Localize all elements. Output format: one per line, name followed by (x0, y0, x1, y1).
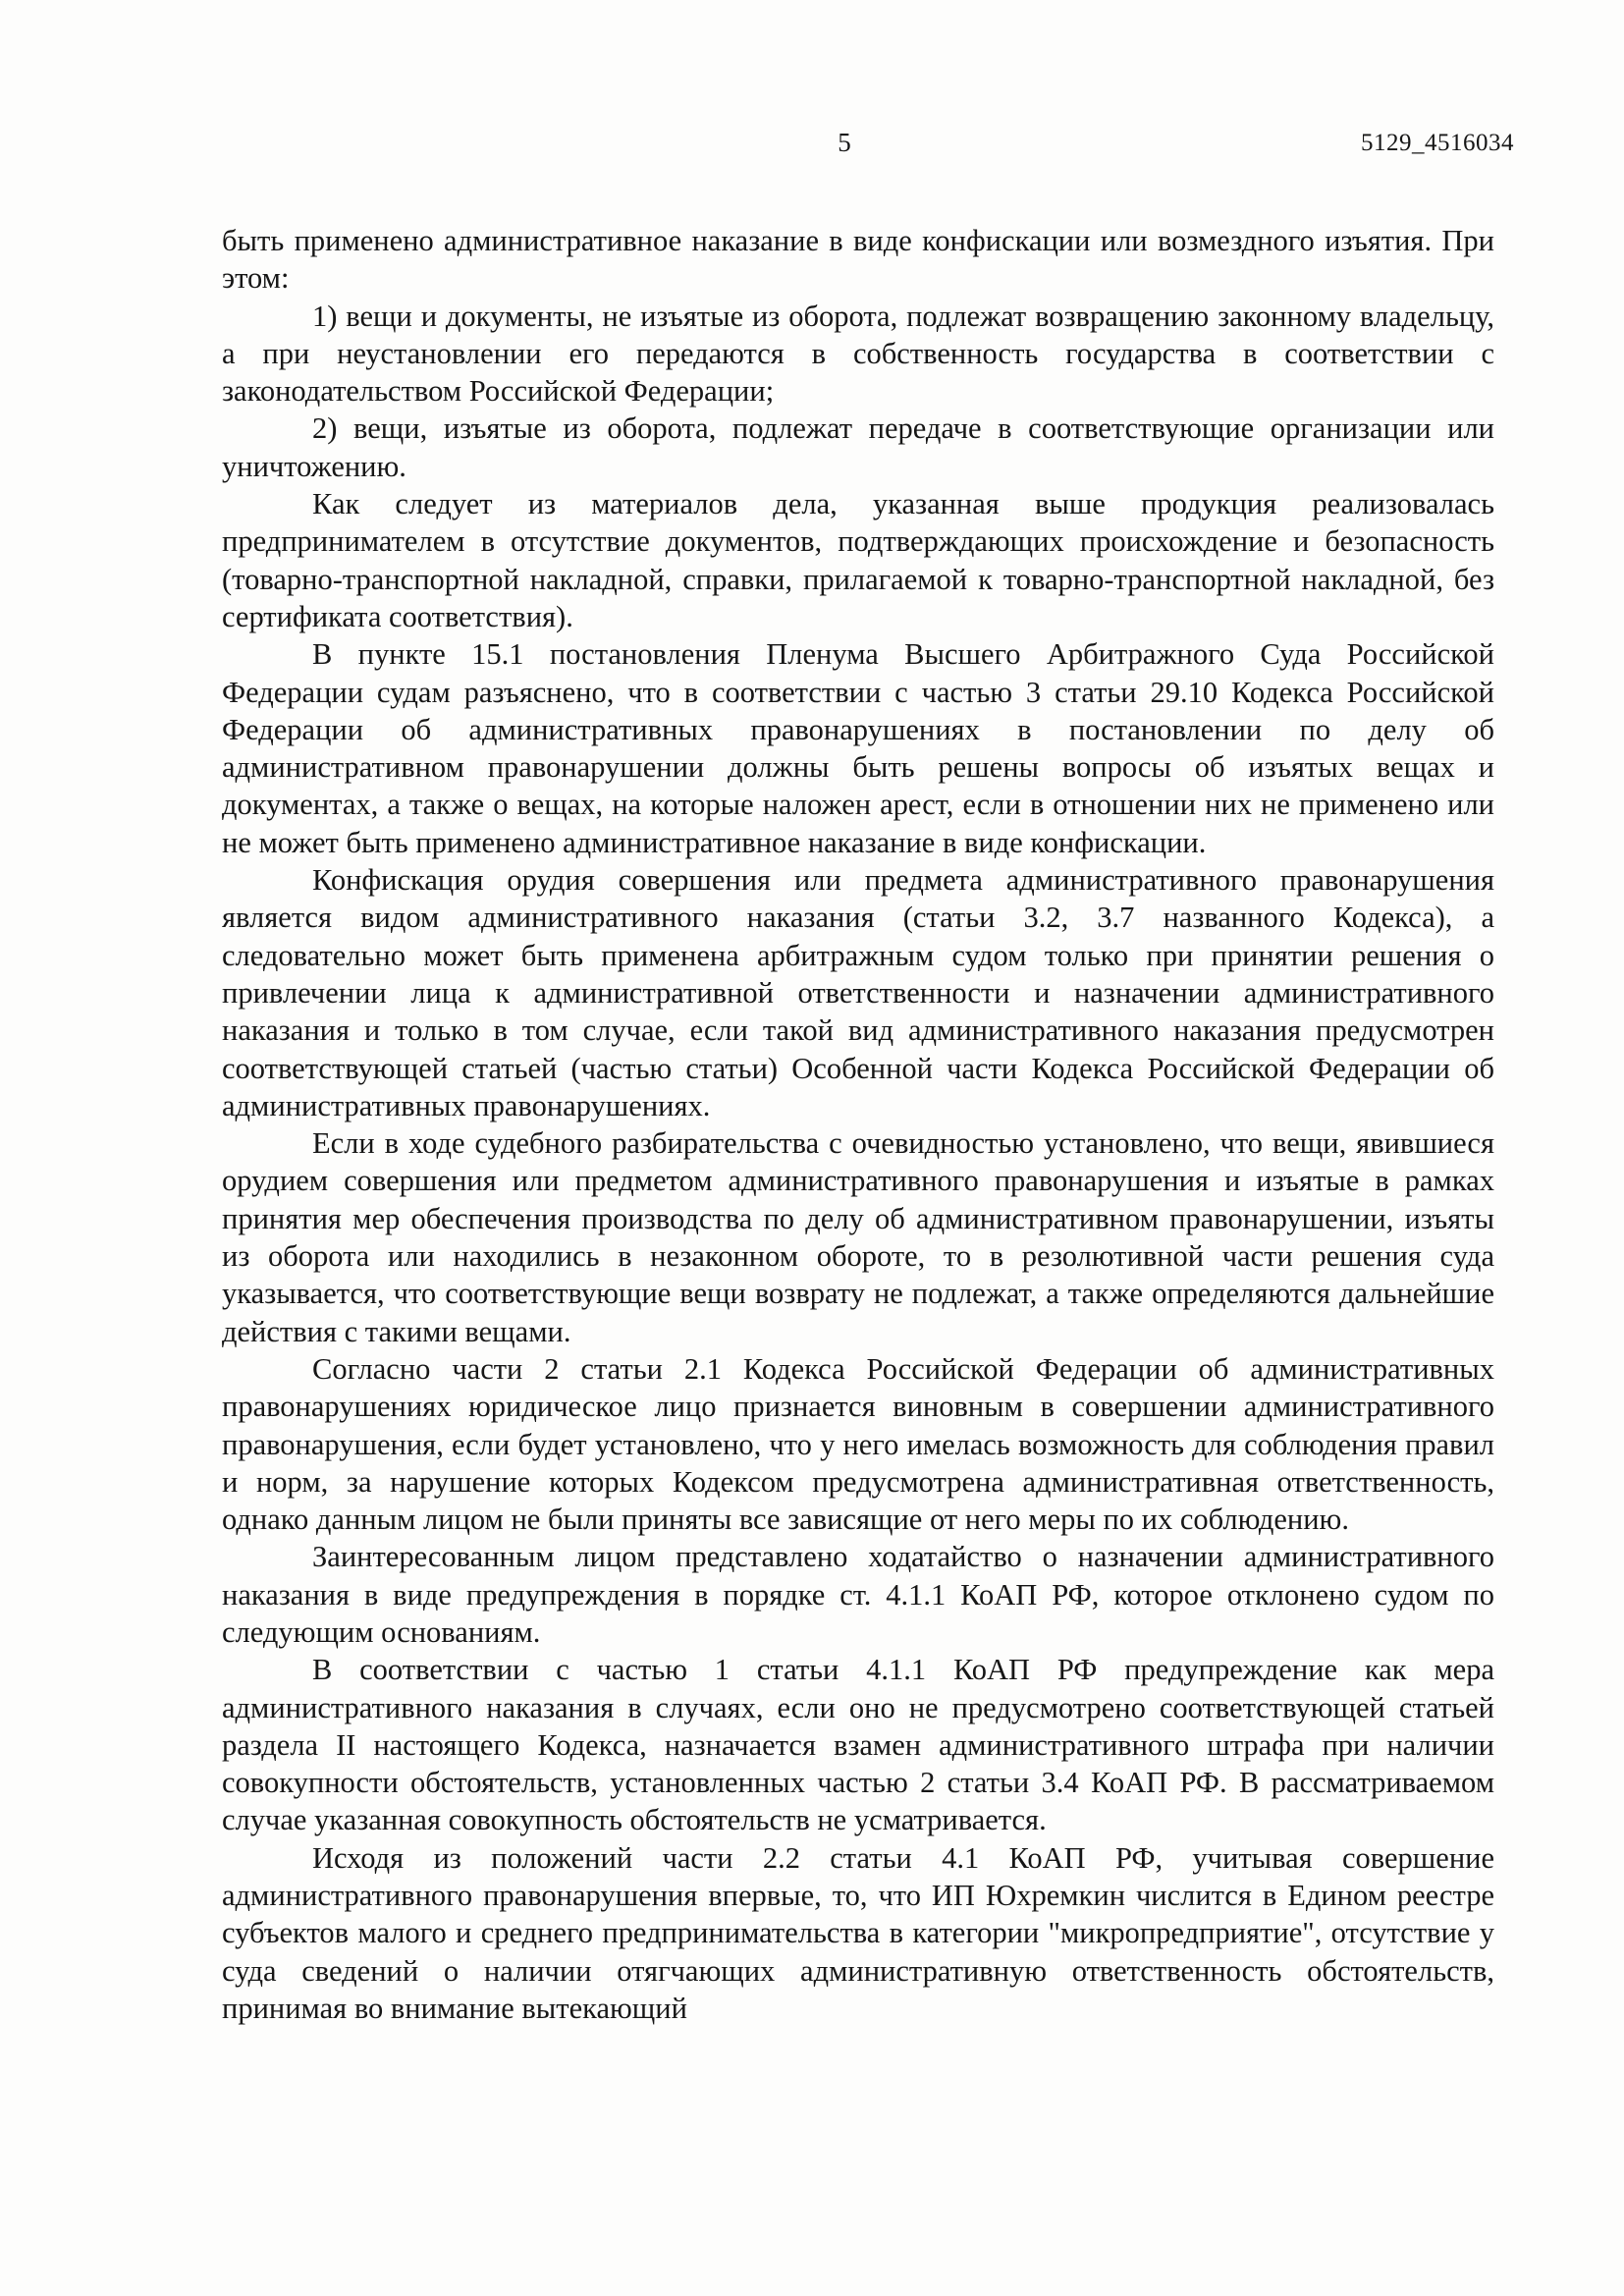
paragraph: Согласно части 2 статьи 2.1 Кодекса Российской Федерации об административных правонарушениях юридическое лицо признается виновным в совершении административного правонарушения, если будет установлено, что у него имелась возможность для соблюдения правил и норм, за нарушение которых Кодексом предусмотрена административная ответственность, однако данным лицом не были приняты все зависящие от него меры по их соблюдению. (222, 1351, 1494, 1537)
paragraph: 2) вещи, изъятые из оборота, подлежат передаче в соответствующие организации или уничтожению. (222, 411, 1494, 483)
document-body (222, 222, 1494, 2027)
paragraph: Заинтересованным лицом представлено ходатайство о назначении административного наказания в виде предупреждения в порядке ст. 4.1.1 КоАП РФ, которое отклонено судом по следующим основаниям. (222, 1540, 1494, 1649)
paragraph: Как следует из материалов дела, указанная выше продукция реализовалась предпринимателем в отсутствие документов, подтверждающих происхождение и безопасность (товарно-транспортной накладной, справки, прилагаемой к товарно-транспортной накладной, без сертификата соответствия). (222, 487, 1494, 633)
paragraph: В пункте 15.1 постановления Пленума Высшего Арбитражного Суда Российской Федерации судам разъяснено, что в соответствии с частью 3 статьи 29.10 Кодекса Российской Федерации об административных правонарушениях в постановлении по делу об административном правонарушении должны быть решены вопросы об изъятых вещах и документах, а также о вещах, на которые наложен арест, если в отношении них не применено или не может быть применено административное наказание в виде конфискации. (222, 637, 1494, 859)
document-code: 5129_4516034 (1361, 130, 1514, 156)
page-number: 5 (838, 128, 851, 157)
paragraph: Конфискация орудия совершения или предмета административного правонарушения является видом административного наказания (статьи 3.2, 3.7 названного Кодекса), а следовательно может быть применена арбитражным судом только при принятии решения о привлечении лица к административной ответственности и назначении административного наказания и только в том случае, если такой вид административного наказания предусмотрен соответствующей статьей (частью статьи) Особенной части Кодекса Российской Федерации об административных правонарушениях. (222, 863, 1494, 1122)
paragraph: быть применено административное наказание в виде конфискации или возмездного изъятия. При этом: (222, 224, 1494, 296)
paragraph: 1) вещи и документы, не изъятые из оборота, подлежат возвращению законному владельцу, а при неустановлении его передаются в собственность государства в соответствии с законодательством Российской Федерации; (222, 299, 1494, 409)
paragraph: В соответствии с частью 1 статьи 4.1.1 КоАП РФ предупреждение как мера административного наказания в случаях, если оно не предусмотрено соответствующей статьей раздела II настоящего Кодекса, назначается взамен административного штрафа при наличии совокупности обстоятельств, установленных частью 2 статьи 3.4 КоАП РФ. В рассматриваемом случае указанная совокупность обстоятельств не усматривается. (222, 1653, 1494, 1837)
paragraph: Если в ходе судебного разбирательства с очевидностью установлено, что вещи, явившиеся орудием совершения или предметом административного правонарушения и изъятые в рамках принятия мер обеспечения производства по делу об административном правонарушении, изъяты из оборота или находились в незаконном обороте, то в резолютивной части решения суда указывается, что соответствующие вещи возврату не подлежат, а также определяются дальнейшие действия с такими вещами. (222, 1126, 1494, 1348)
paragraph-continues: Исходя из положений части 2.2 статьи 4.1 КоАП РФ, учитывая совершение административного правонарушения впервые, то, что ИП Юхремкин числится в Едином реестре субъектов малого и среднего предпринимательства в категории "микропредприятие", отсутствие у суда сведений о наличии отягчающих административную ответственность обстоятельств, принимая во внимание вытекающий (222, 1840, 1494, 2025)
